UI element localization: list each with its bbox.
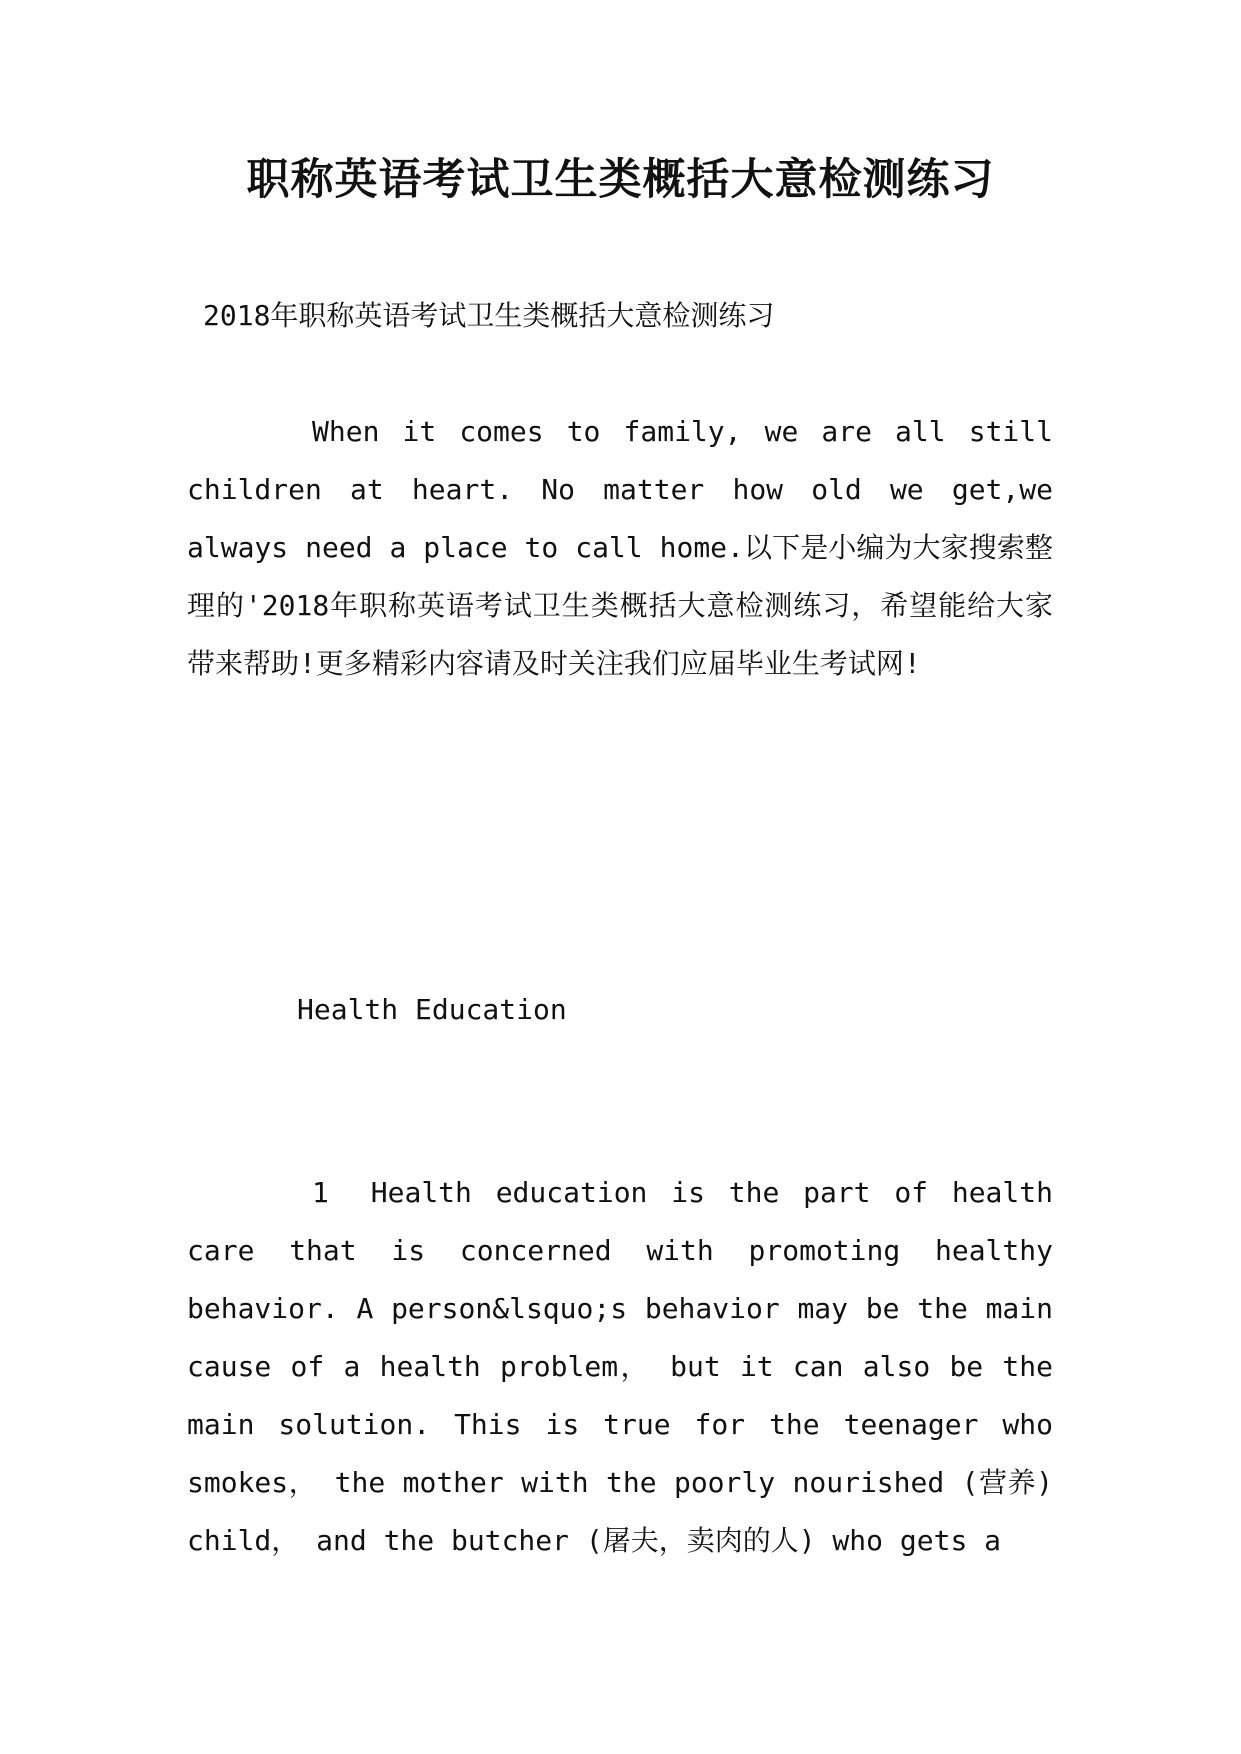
intro-paragraph: When it comes to family, we are all still children at heart. No matter how old we get,we always need a place to call home.以下是小编为大家搜索整理的'2018年职称英语考试卫生类概括大意检测练习，希望能给大家带来帮助!更多精彩内容请及时关注我们应届毕业生考试网! xyxy=(187,415,1053,680)
document-title: 职称英语考试卫生类概括大意检测练习 xyxy=(246,155,995,205)
document-subtitle: 2018年职称英语考试卫生类概括大意检测练习 xyxy=(203,299,775,332)
section-heading: Health Education xyxy=(297,993,567,1026)
paragraph-1: 1 Health education is the part of health care that is concerned with promoting healthy behavior. A person&lsquo;s behavior may be the main cause of a health problem， but it can also be the main solution. This is true for the teenager who smokes， the mother with the poorly nourished (营养) child， and the butcher (屠夫，卖肉的人) who gets a xyxy=(187,1176,1053,1557)
